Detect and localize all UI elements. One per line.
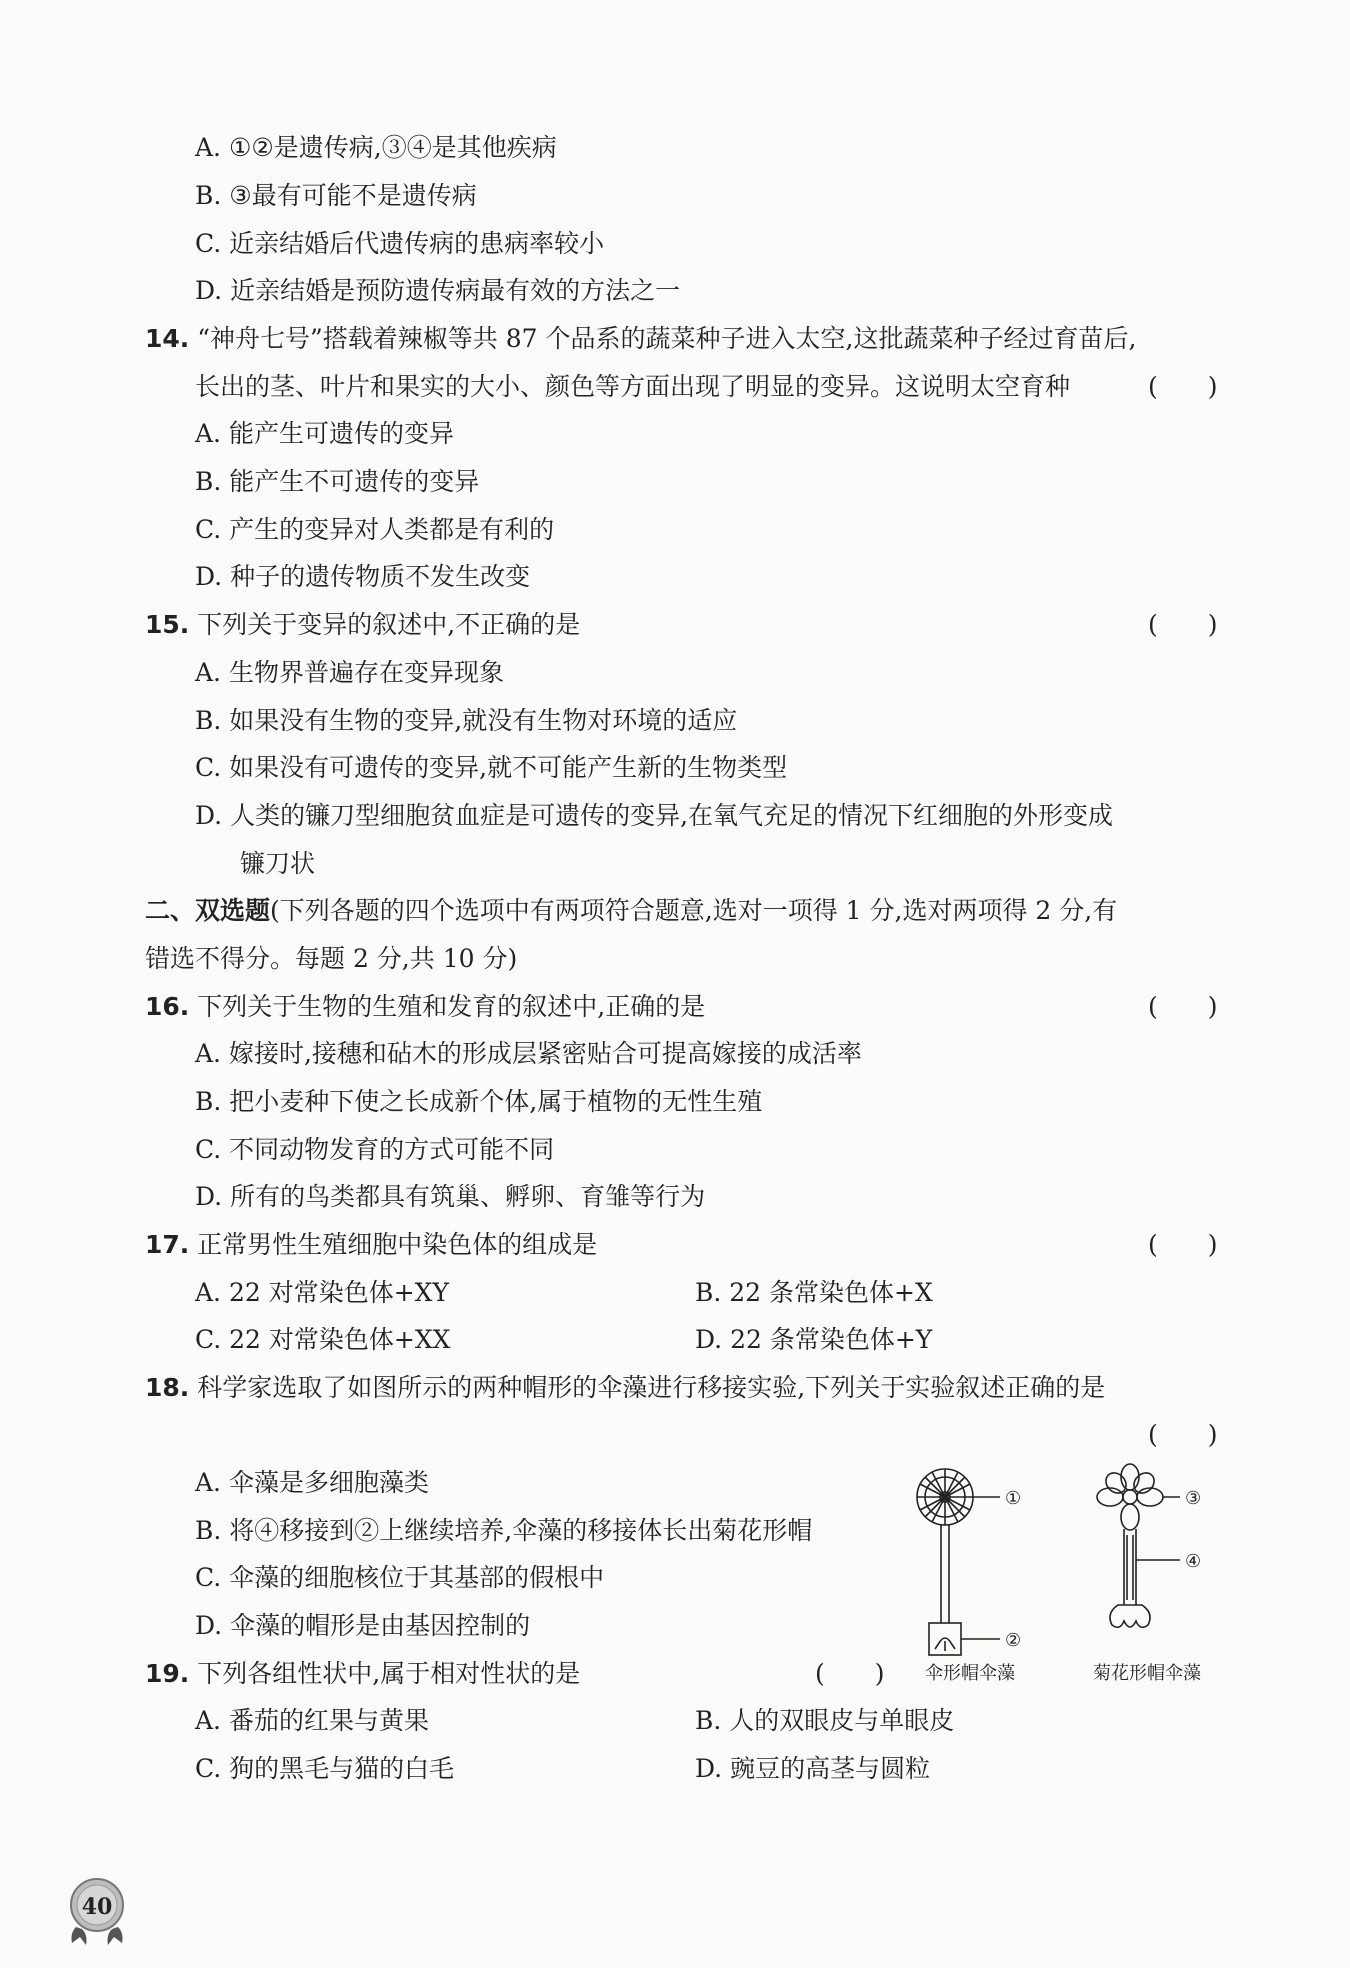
q16-answer-bracket: ( ) — [1148, 992, 1218, 1021]
q17-option-c: C. 22 对常染色体+XX — [195, 1325, 451, 1354]
q17-stem: 17. 正常男性生殖细胞中染色体的组成是 — [145, 1230, 598, 1259]
q14-number: 14. — [145, 324, 190, 353]
q13-option-b: B. ③最有可能不是遗传病 — [195, 181, 477, 210]
q15-answer-bracket: ( ) — [1148, 610, 1218, 639]
q19-option-a: A. 番茄的红果与黄果 — [195, 1706, 429, 1735]
q13-option-c: C. 近亲结婚后代遗传病的患病率较小 — [195, 229, 605, 258]
figure-caption-umbrella: 伞形帽伞藻 — [925, 1663, 1015, 1684]
ribbon-right-icon — [108, 1927, 123, 1945]
q17-option-b: B. 22 条常染色体+X — [695, 1278, 933, 1307]
q19-option-b: B. 人的双眼皮与单眼皮 — [695, 1706, 955, 1735]
q15-stem: 15. 下列关于变异的叙述中,不正确的是 — [145, 610, 581, 639]
q14-option-a: A. 能产生可遗传的变异 — [195, 419, 454, 448]
q18-option-b: B. 将④移接到②上继续培养,伞藻的移接体长出菊花形帽 — [195, 1516, 813, 1545]
section-2-title: 二、双选题 — [145, 896, 271, 925]
q19-number: 19. — [145, 1659, 190, 1688]
q15-option-a: A. 生物界普遍存在变异现象 — [195, 658, 504, 687]
q16-option-b: B. 把小麦种下使之长成新个体,属于植物的无性生殖 — [195, 1087, 763, 1116]
q15-number: 15. — [145, 610, 190, 639]
q19-stem: 19. 下列各组性状中,属于相对性状的是 — [145, 1659, 581, 1688]
q18-stem: 18. 科学家选取了如图所示的两种帽形的伞藻进行移接实验,下列关于实验叙述正确的是 — [145, 1373, 1106, 1402]
figure-marker-1: ① — [1005, 1488, 1022, 1509]
q16-number: 16. — [145, 992, 190, 1021]
q16-option-d: D. 所有的鸟类都具有筑巢、孵卵、育雏等行为 — [195, 1182, 706, 1211]
q18-number: 18. — [145, 1373, 190, 1402]
figure-marker-2: ② — [1005, 1630, 1022, 1651]
q18-answer-bracket: ( ) — [1148, 1420, 1218, 1449]
q18-option-d: D. 伞藻的帽形是由基因控制的 — [195, 1611, 531, 1640]
q15-option-b: B. 如果没有生物的变异,就没有生物对环境的适应 — [195, 706, 738, 735]
q17-number: 17. — [145, 1230, 190, 1259]
q17-option-a: A. 22 对常染色体+XY — [195, 1278, 449, 1307]
q15-option-d-continued: 镰刀状 — [240, 849, 316, 878]
q14-stem-line1: 14. “神舟七号”搭载着辣椒等共 87 个品系的蔬菜种子进入太空,这批蔬菜种子经过育苗后, — [145, 324, 1137, 353]
q16-stem: 16. 下列关于生物的生殖和发育的叙述中,正确的是 — [145, 992, 706, 1021]
figure-marker-4: ④ — [1185, 1551, 1202, 1572]
q14-option-d: D. 种子的遗传物质不发生改变 — [195, 562, 531, 591]
q19-option-c: C. 狗的黑毛与猫的白毛 — [195, 1754, 455, 1783]
q19-answer-bracket: ( ) — [815, 1659, 885, 1688]
umbrella-cap-alga-drawing — [917, 1469, 1000, 1655]
q14-option-c: C. 产生的变异对人类都是有利的 — [195, 515, 555, 544]
section-2-desc-line2: 错选不得分。每题 2 分,共 10 分) — [145, 944, 518, 973]
q15-option-c: C. 如果没有可遗传的变异,就不可能产生新的生物类型 — [195, 753, 788, 782]
q15-option-d: D. 人类的镰刀型细胞贫血症是可遗传的变异,在氧气充足的情况下红细胞的外形变成 — [195, 801, 1114, 830]
q18-option-a: A. 伞藻是多细胞藻类 — [195, 1468, 429, 1497]
figure-marker-3: ③ — [1185, 1488, 1202, 1509]
q18-option-c: C. 伞藻的细胞核位于其基部的假根中 — [195, 1563, 605, 1592]
figure-caption-chrysanthemum: 菊花形帽伞藻 — [1093, 1663, 1201, 1684]
q17-answer-bracket: ( ) — [1148, 1230, 1218, 1259]
q16-option-c: C. 不同动物发育的方式可能不同 — [195, 1135, 555, 1164]
page-number-badge — [62, 1875, 132, 1945]
chrysanthemum-cap-alga-drawing — [1097, 1464, 1180, 1627]
page-number: 40 — [81, 1894, 113, 1920]
ribbon-left-icon — [72, 1927, 87, 1945]
q19-option-d: D. 豌豆的高茎与圆粒 — [695, 1754, 931, 1783]
q14-answer-bracket: ( ) — [1148, 372, 1218, 401]
q13-option-a: A. ①②是遗传病,③④是其他疾病 — [195, 133, 557, 162]
q17-option-d: D. 22 条常染色体+Y — [695, 1325, 933, 1354]
q14-option-b: B. 能产生不可遗传的变异 — [195, 467, 480, 496]
section-2-header: 二、双选题(下列各题的四个选项中有两项符合题意,选对一项得 1 分,选对两项得 2 分,有 — [145, 896, 1118, 925]
q13-option-d: D. 近亲结婚是预防遗传病最有效的方法之一 — [195, 276, 681, 305]
q14-stem-line2: 长出的茎、叶片和果实的大小、颜色等方面出现了明显的变异。这说明太空育种 — [195, 372, 1071, 401]
q16-option-a: A. 嫁接时,接穗和砧木的形成层紧密贴合可提高嫁接的成活率 — [195, 1039, 862, 1068]
acetabularia-figure — [905, 1455, 1225, 1685]
